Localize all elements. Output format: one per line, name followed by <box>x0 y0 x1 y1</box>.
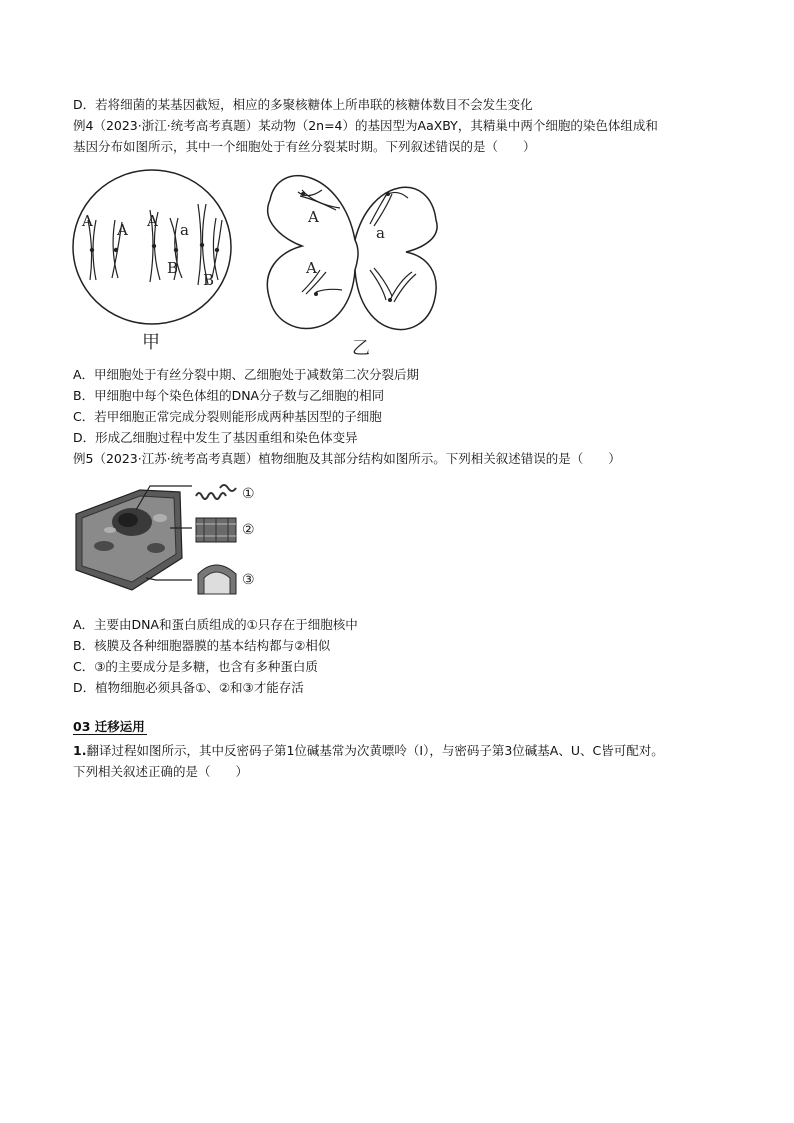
question-1-text: 翻译过程如图所示，其中反密码子第1位碱基常为次黄嘌呤（I），与密码子第3位碱基A、U、C皆可配对。 <box>86 743 664 758</box>
section-title: 03 迁移运用 <box>73 719 145 734</box>
question-1-line1 <box>73 743 664 759</box>
gene-label: A <box>147 212 158 230</box>
figure-plant-cell <box>70 474 270 602</box>
membrane-structure <box>196 518 236 542</box>
marker-1: ① <box>242 486 255 502</box>
plant-cell <box>76 490 182 590</box>
example-5-stem: 例5（2023·江苏·统考高考真题）植物细胞及其部分结构如图所示。下列相关叙述错误的是（ ） <box>73 451 621 466</box>
cell-jia <box>73 170 231 353</box>
example-4-stem-line2: 基因分布如图所示，其中一个细胞处于有丝分裂某时期。下列叙述错误的是（ ） <box>73 139 536 154</box>
example-4-option-a: A．甲细胞处于有丝分裂中期、乙细胞处于减数第二次分裂后期 <box>73 367 420 382</box>
example-4-option-d: D．形成乙细胞过程中发生了基因重组和染色体变异 <box>73 430 358 445</box>
cell-yi-label: 乙 <box>352 338 370 359</box>
gene-label: A <box>306 259 317 277</box>
example-5-option-d: D．植物细胞必须具备①、②和③才能存活 <box>73 680 304 695</box>
gene-label: A <box>82 212 93 230</box>
gene-label: a <box>376 224 385 242</box>
question-number: 1. <box>73 743 87 758</box>
example-5-option-a: A．主要由DNA和蛋白质组成的①只存在于细胞核中 <box>73 617 358 632</box>
gene-label: A <box>117 221 128 239</box>
prev-option-d: D．若将细菌的某基因截短，相应的多聚核糖体上所串联的核糖体数目不会发生变化 <box>73 97 533 112</box>
gene-label: B <box>203 271 215 289</box>
cell-yi <box>267 176 437 359</box>
cell-jia-label: 甲 <box>142 332 160 353</box>
question-1-line2: 下列相关叙述正确的是（ ） <box>73 764 249 779</box>
marker-2: ② <box>242 522 255 538</box>
cell-wall-structure <box>198 565 236 594</box>
example-4-stem-line1: 例4（2023·浙江·统考高考真题）某动物（2n=4）的基因型为AaXBY，其精巢中两个细胞的染色体组成和 <box>73 118 658 133</box>
example-4-option-c: C．若甲细胞正常完成分裂则能形成两种基因型的子细胞 <box>73 409 382 424</box>
chromatin-structure <box>196 485 236 499</box>
gene-label: a <box>180 221 189 239</box>
gene-label: A <box>308 208 319 226</box>
figure-cell-division <box>70 160 440 360</box>
example-5-option-c: C．③的主要成分是多糖，也含有多种蛋白质 <box>73 659 318 674</box>
example-5-option-b: B．核膜及各种细胞器膜的基本结构都与②相似 <box>73 638 331 653</box>
example-4-option-b: B．甲细胞中每个染色体组的DNA分子数与乙细胞的相同 <box>73 388 385 403</box>
marker-3: ③ <box>242 572 255 588</box>
gene-label: B <box>167 259 179 277</box>
